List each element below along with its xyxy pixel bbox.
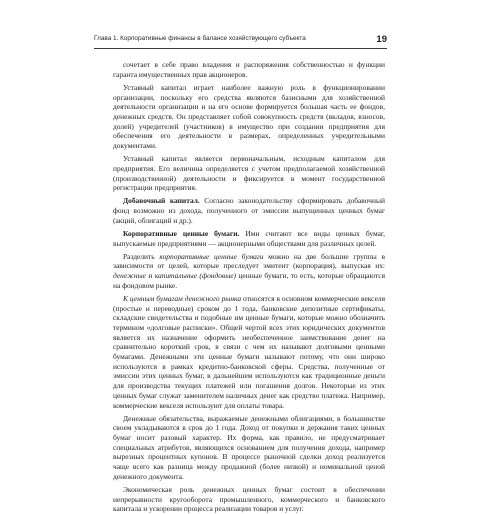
- paragraph: Денежные обязательства, выражаемые денежными облигациями, в большинстве своем укладываются в срок до 1 года. Доход от покупки и держания таких ценных бумаг носит разовый характер. Их форма, как правило, не предусматривает специальных атрибутов, являющихся основанием для получения дохода, например вырезных процентных купонов. В процессе рыночной сделки доход реализуется чаще всего как разница между продажной (более низкой) и номинальной ценой денежного документа.: [113, 413, 385, 481]
- emphasis: капитальные (фондовые): [154, 271, 237, 281]
- chapter-title: Глава 1. Корпоративные финансы в балансе хозяйствующего субъекта: [94, 35, 306, 42]
- page-number: 19: [376, 34, 387, 45]
- paragraph: [113, 294, 385, 410]
- emphasis: денежные: [113, 271, 146, 281]
- emphasis: корпоративные ценные бумаги: [159, 251, 264, 261]
- paragraph-text: можно на две большие группы в зависимости от целей, которые преследует эмитент (корпорация), выпуская их:: [113, 251, 385, 271]
- paragraph-text: Разделить: [123, 251, 160, 261]
- paragraph: [113, 252, 385, 291]
- running-header: [94, 28, 387, 49]
- paragraph-text: ценные бумаги, то есть, которые обращаются на фондовом рынке.: [113, 271, 385, 290]
- body-text: [113, 60, 385, 514]
- term-heading: Корпоративные ценные бумаги.: [123, 228, 240, 238]
- emphasis: К ценным бумагам денежного рынка: [123, 293, 242, 303]
- paragraph: [113, 229, 385, 248]
- term-heading: Добавочный капитал.: [123, 196, 200, 206]
- paragraph-text: Согласно законодательству сформировать добавочный фонд возможно из дохода, полученного от эмиссии выпущенных ценных бумаг (акций, облигаций и др.).: [113, 196, 385, 225]
- paragraph: [113, 196, 385, 225]
- paragraph: Экономическая роль денежных ценных бумаг состоит в обеспечении непрерывности кругооборота промышленного, коммерческого и банковского капитала и ускорении процесса реализации товаров и услуг.: [113, 484, 385, 514]
- paragraph: Уставный капитал является первоначальным, исходным капиталом для предприятия. Его величина определяется с учетом предполагаемой хозяйственной (производственной) деятельности и фиксируется в момент государственной регистрации предприятия.: [113, 154, 385, 193]
- paragraph: Уставный капитал играет наиболее важную роль в функционировании организации, поскольку его средства являются базисными для хозяйственной деятельности организации и на его основе формируется большая часть ее фондов, денежных средств. Он представляет собой совокупность средств (вкладов, взносов, долей) учредителей (участников) в имущество при создании предприятия для обеспечения его деятельности в размерах, определенных учредительными документами.: [113, 82, 385, 151]
- paragraph-text: Ими считают все виды ценных бумаг, выпускаемые предприятиями — акционерными обществами для различных целей.: [113, 228, 386, 248]
- paragraph-text: относятся в основном коммерческие векселя (простые и переводные) сроком до 1 года, банковские депозитные сертификаты, складские свидетельства и подобные им ценные бумаги, которые можно обозначить термином «долговые расписки». Общей чертой всех этих юридических документов является их назначение оформить необеспеченное заимствование денег на сравнительно короткий срок, в связи с чем их называют долговыми ценными бумагами. Денежными эти ценные бумаги называют потому, что они широко используются в рамках кредитно-банковской сферы. Средства, полученные от эмиссии этих ценных бумаг, в дальнейшем используются как традиционные деньги для производства текущих платежей или погашения долгов. Некоторые из этих ценных бумаг служат заменителем наличных денег как средство платежа. Например, коммерческие векселя используют для оплаты товара.: [113, 293, 385, 410]
- paragraph-text: и: [145, 271, 155, 281]
- paragraph: сочетает в себе право владения и распоряжения собственностью и функции гаранта имущественных прав акционеров.: [113, 60, 385, 79]
